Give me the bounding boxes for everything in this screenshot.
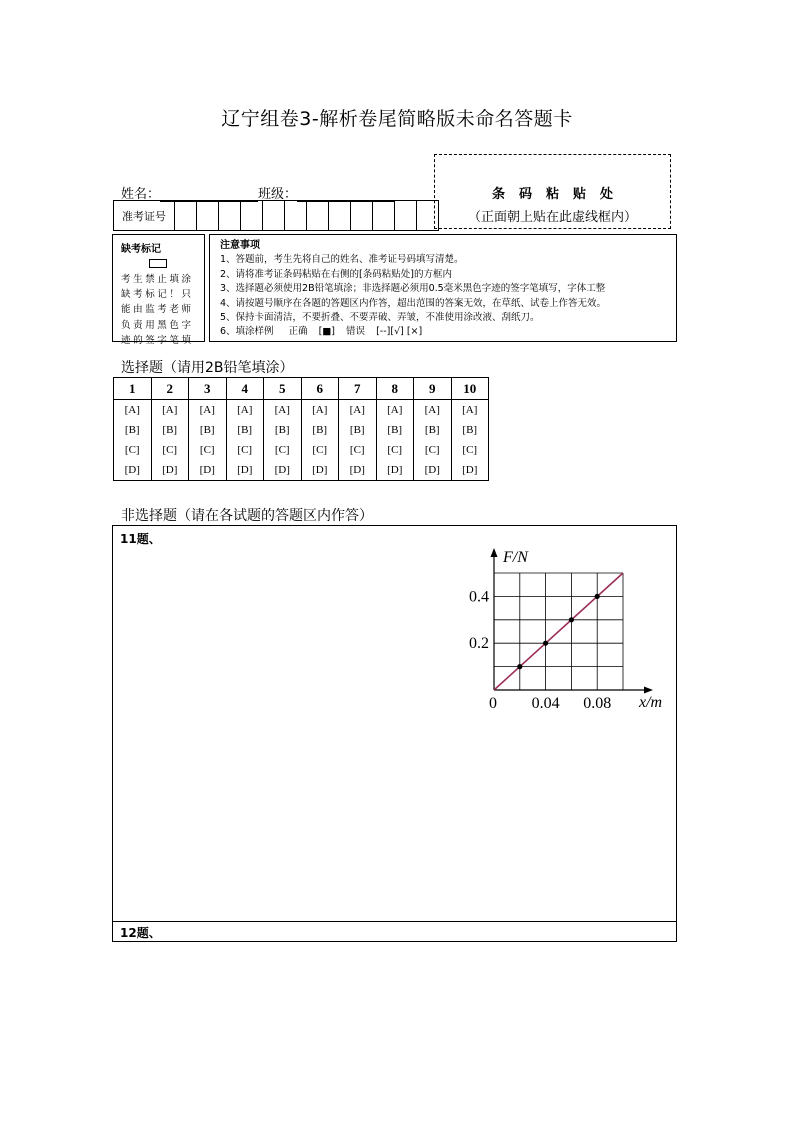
ticket-digit-box[interactable]: [395, 201, 417, 231]
option-b[interactable]: [B]: [274, 424, 290, 436]
option-a[interactable]: [A]: [237, 404, 253, 416]
option-cell[interactable]: [264, 400, 302, 481]
notes-item: 2、请将准考证条码粘贴在右侧的[条码粘贴处]的方框内: [220, 268, 452, 280]
y-axis-label: F/N: [503, 549, 528, 566]
option-d[interactable]: [D]: [162, 464, 178, 476]
option-a[interactable]: [A]: [424, 404, 440, 416]
data-point: [595, 594, 600, 599]
x-tick-label: 0.08: [583, 695, 612, 712]
barcode-area: [434, 154, 671, 229]
ticket-digit-box[interactable]: [373, 201, 395, 231]
question-number: 1: [114, 378, 152, 400]
ticket-digit-box[interactable]: [197, 201, 219, 231]
option-b[interactable]: [B]: [237, 424, 253, 436]
option-c[interactable]: [C]: [162, 444, 178, 456]
option-cell[interactable]: [189, 400, 227, 481]
x-tick-label: 0.04: [531, 695, 560, 712]
chart-series: [494, 573, 623, 690]
option-c[interactable]: [C]: [199, 444, 215, 456]
example-label: 6、填涂样例: [220, 326, 274, 338]
x-axis-arrow: [644, 687, 653, 694]
absent-mark-box: [112, 234, 205, 346]
data-point: [543, 641, 548, 646]
option-a[interactable]: [A]: [274, 404, 290, 416]
option-cell[interactable]: [301, 400, 339, 481]
notes-list: [220, 253, 676, 339]
ticket-digit-box[interactable]: [219, 201, 241, 231]
ticket-number-grid: [113, 200, 439, 231]
option-d[interactable]: [D]: [312, 464, 328, 476]
option-cell[interactable]: [114, 400, 152, 481]
name-label: 姓名：: [121, 187, 161, 202]
option-c[interactable]: [C]: [349, 444, 365, 456]
option-cell[interactable]: [414, 400, 452, 481]
option-a[interactable]: [A]: [349, 404, 365, 416]
data-point: [569, 617, 574, 622]
option-b[interactable]: [B]: [349, 424, 365, 436]
option-d[interactable]: [D]: [349, 464, 365, 476]
answer-area-12[interactable]: [112, 920, 677, 942]
y-tick-label: 0.4: [469, 588, 489, 606]
question-number: 6: [301, 378, 339, 400]
option-a[interactable]: [A]: [162, 404, 178, 416]
choice-grid: [113, 377, 489, 481]
ticket-digit-box[interactable]: [263, 201, 285, 231]
y-axis-arrow: [491, 548, 498, 557]
nonchoice-section-title: 非选择题（请在各试题的答题区内作答）: [121, 508, 373, 524]
ticket-digit-box[interactable]: [285, 201, 307, 231]
data-point: [517, 664, 522, 669]
option-cell[interactable]: [376, 400, 414, 481]
question-number: 10: [451, 378, 489, 400]
chart-ticks: [469, 588, 611, 712]
barcode-title: 条码粘贴处: [491, 187, 627, 202]
origin-label: 0: [489, 695, 497, 712]
choice-section-title: 选择题（请用2B铅笔填涂）: [121, 360, 294, 376]
ticket-digit-box[interactable]: [351, 201, 373, 231]
correct-mark: [■]: [318, 326, 336, 338]
option-c[interactable]: [C]: [124, 444, 140, 456]
question-number: 7: [339, 378, 377, 400]
notes-example-row: [220, 325, 676, 339]
question-number: 3: [189, 378, 227, 400]
wrong-marks: [--][√] [×]: [376, 326, 423, 338]
option-a[interactable]: [A]: [462, 404, 478, 416]
option-c[interactable]: [C]: [274, 444, 290, 456]
notes-title: 注意事项: [220, 240, 260, 251]
option-c[interactable]: [C]: [387, 444, 403, 456]
option-b[interactable]: [B]: [124, 424, 140, 436]
absent-mark-checkbox[interactable]: [149, 259, 167, 268]
option-cell[interactable]: [226, 400, 264, 481]
option-a[interactable]: [A]: [199, 404, 215, 416]
option-d[interactable]: [D]: [387, 464, 403, 476]
option-a[interactable]: [A]: [387, 404, 403, 416]
option-b[interactable]: [B]: [387, 424, 403, 436]
option-b[interactable]: [B]: [199, 424, 215, 436]
x-axis-label: x/m: [639, 694, 663, 711]
ticket-digit-box[interactable]: [307, 201, 329, 231]
question-number: 9: [414, 378, 452, 400]
ticket-digit-box[interactable]: [175, 201, 197, 231]
question-number: 8: [376, 378, 414, 400]
option-d[interactable]: [D]: [424, 464, 440, 476]
question-12-label: 12题、: [120, 926, 161, 940]
option-b[interactable]: [B]: [424, 424, 440, 436]
option-b[interactable]: [B]: [312, 424, 328, 436]
absent-mark-text: 考生禁止填涂缺考标记！只能由监考老师负责用黑色字迹的签字笔填: [121, 274, 194, 346]
option-c[interactable]: [C]: [237, 444, 253, 456]
option-cell[interactable]: [451, 400, 489, 481]
force-displacement-chart: [455, 540, 670, 720]
class-label: 班级：: [258, 187, 298, 202]
ticket-number-label: 准考证号: [114, 201, 175, 231]
ticket-digit-box[interactable]: [241, 201, 263, 231]
option-a[interactable]: [A]: [312, 404, 328, 416]
option-d[interactable]: [D]: [124, 464, 140, 476]
question-number: 5: [264, 378, 302, 400]
notes-item: 3、选择题必须使用2B铅笔填涂；非选择题必须用0.5毫米黑色字迹的签字笔填写，字体工整: [220, 283, 606, 295]
ticket-digit-box[interactable]: [329, 201, 351, 231]
question-number: 2: [151, 378, 189, 400]
option-a[interactable]: [A]: [124, 404, 140, 416]
barcode-hint: （正面朝上贴在此虚线框内）: [467, 210, 637, 225]
notes-item: 1、答题前，考生先将自己的姓名、准考证号码填写清楚。: [220, 254, 464, 266]
option-c[interactable]: [C]: [424, 444, 440, 456]
option-b[interactable]: [B]: [162, 424, 178, 436]
option-b[interactable]: [B]: [462, 424, 478, 436]
option-c[interactable]: [C]: [312, 444, 328, 456]
option-d[interactable]: [D]: [237, 464, 253, 476]
notes-box: [209, 234, 677, 342]
page-title: 辽宁组卷3-解析卷尾简略版未命名答题卡: [221, 108, 573, 130]
option-d[interactable]: [D]: [199, 464, 215, 476]
y-tick-label: 0.2: [469, 635, 489, 653]
option-cell[interactable]: [339, 400, 377, 481]
option-d[interactable]: [D]: [274, 464, 290, 476]
absent-mark-title: 缺考标记: [121, 244, 161, 255]
option-cell[interactable]: [151, 400, 189, 481]
series-line: [494, 573, 623, 690]
correct-label: 正确: [288, 326, 308, 338]
wrong-label: 错误: [346, 326, 366, 338]
question-number: 4: [226, 378, 264, 400]
notes-item: 5、保持卡面清洁，不要折叠、不要弄破、弄皱，不准使用涂改液、刮纸刀。: [220, 312, 540, 324]
notes-item: 4、请按题号顺序在各题的答题区内作答，超出范围的答案无效，在草纸、试卷上作答无效。: [220, 297, 607, 309]
question-11-label: 11题、: [120, 532, 161, 546]
option-d[interactable]: [D]: [462, 464, 478, 476]
option-c[interactable]: [C]: [462, 444, 478, 456]
